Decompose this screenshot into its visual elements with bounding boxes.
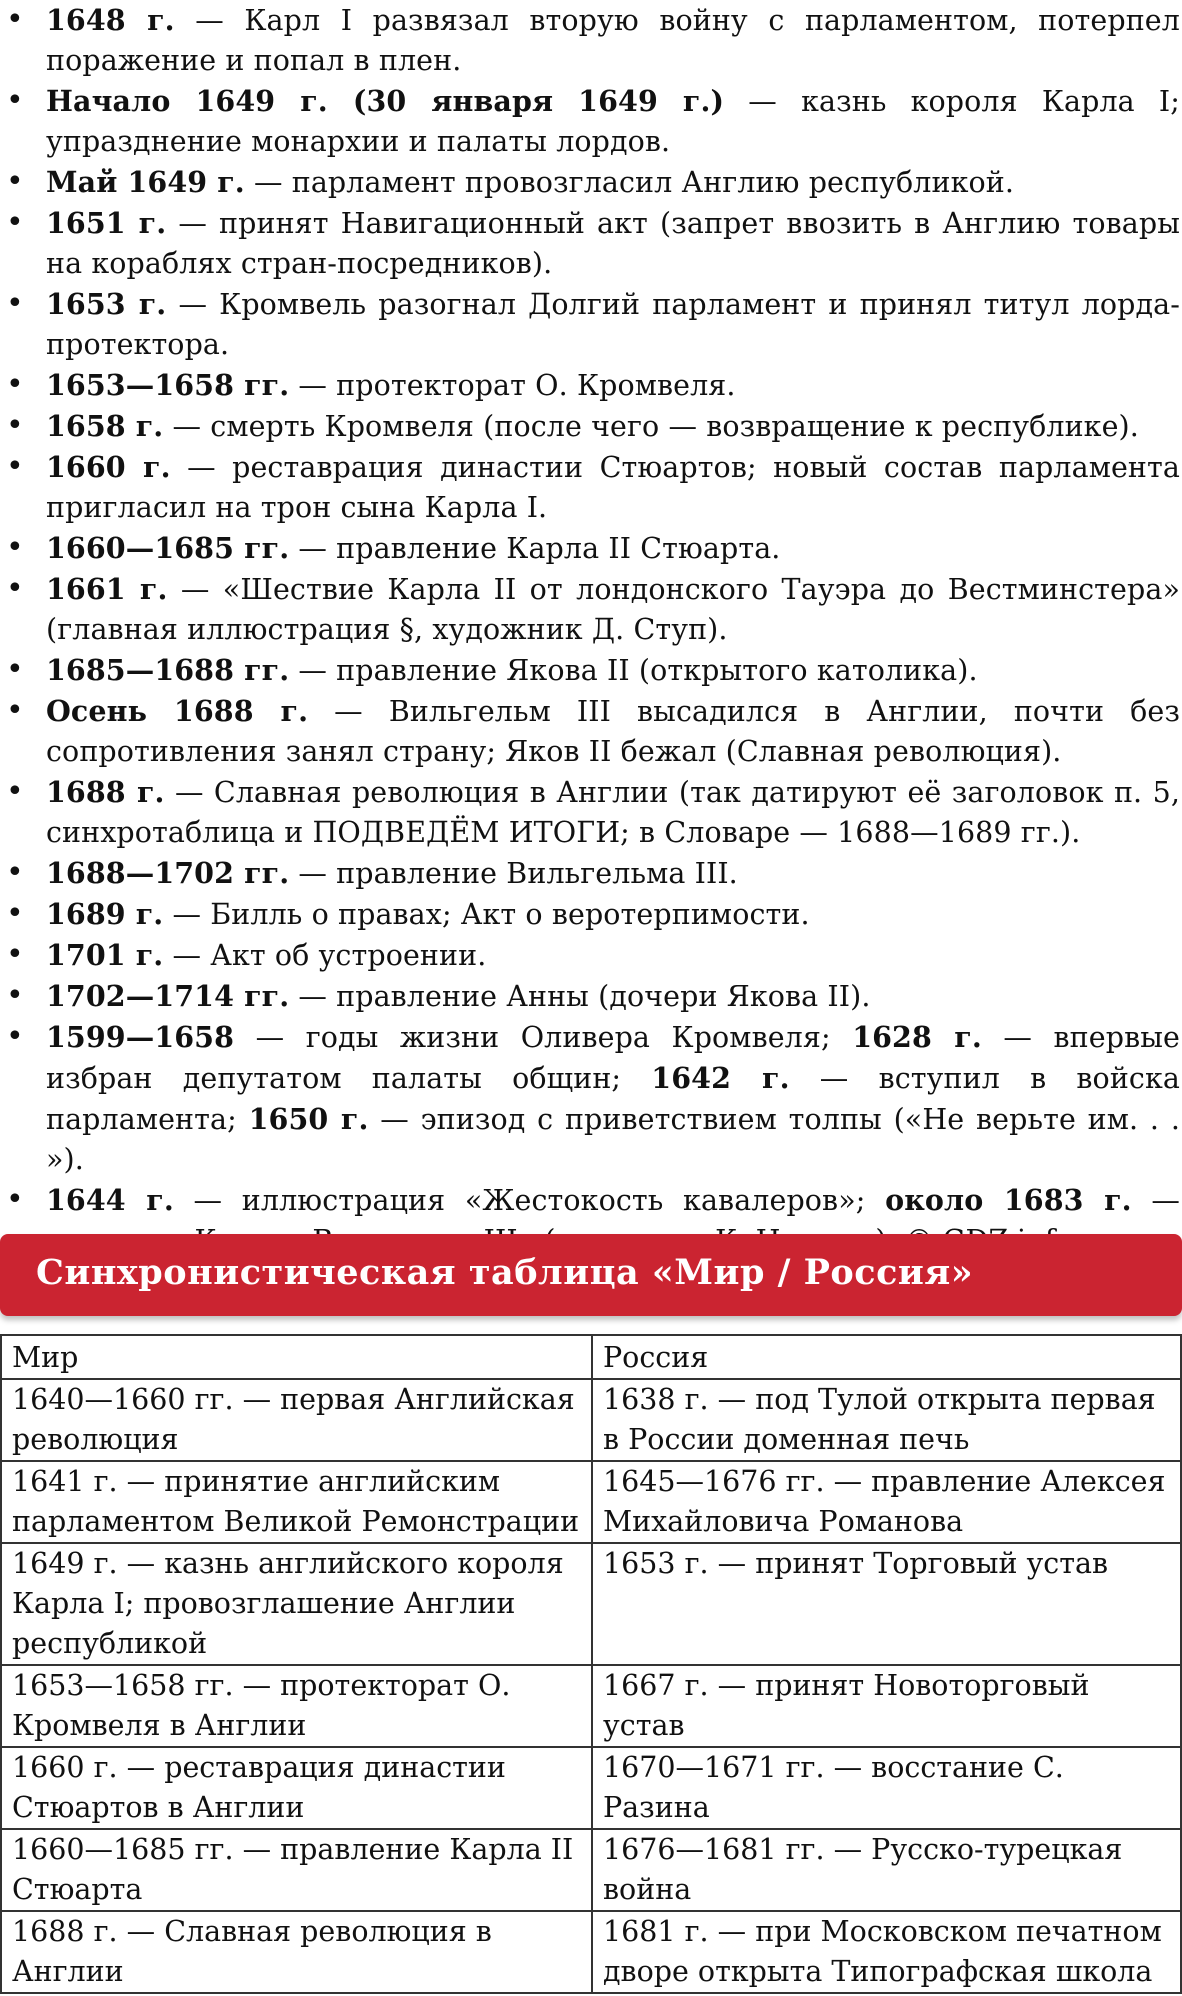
- timeline-item: [0, 406, 1182, 447]
- timeline-text: — иллюстрация «Жестокость кавалеров»;: [173, 1184, 886, 1217]
- timeline-text: — правление Якова II (открытого католика).: [289, 654, 978, 687]
- timeline-item: [0, 528, 1182, 569]
- table-row: [1, 1829, 1181, 1911]
- timeline-text: —: [1151, 1184, 1180, 1217]
- cell-mir: 1640—1660 гг. — первая Английская революция: [1, 1379, 592, 1461]
- timeline-text: — Карл I развязал вторую войну с парламентом, потерпел поражение и попал в плен.: [46, 4, 1180, 77]
- timeline-item: [0, 0, 1182, 81]
- table-row: [1, 1543, 1181, 1665]
- timeline-item: [0, 853, 1182, 894]
- timeline-date: 1658 г.: [46, 409, 164, 443]
- cell-mir: 1660—1685 гг. — правление Карла II Стюарта: [1, 1829, 592, 1911]
- header-russia: Россия: [592, 1335, 1181, 1379]
- cell-russia: 1667 г. — принят Новоторговый устав: [592, 1665, 1181, 1747]
- timeline-date: 1648 г.: [46, 3, 175, 37]
- header-mir: Мир: [1, 1335, 592, 1379]
- timeline-text: — протекторат О. Кромвеля.: [289, 369, 736, 402]
- timeline-text: — Акт об устроении.: [163, 939, 487, 972]
- timeline-date: около 1683 г.: [885, 1183, 1132, 1217]
- timeline-text: — впервые избран депутатом палаты общин;: [46, 1021, 1180, 1095]
- timeline-date: Начало 1649 г. (30 января 1649 г.): [46, 84, 725, 118]
- cell-mir: 1641 г. — принятие английским парламентом Великой Ремонстрации: [1, 1461, 592, 1543]
- timeline-item: [0, 1017, 1182, 1180]
- timeline-item: [0, 772, 1182, 853]
- cell-mir: 1688 г. — Славная революция в Англии: [1, 1911, 592, 1993]
- timeline-item: [0, 691, 1182, 772]
- timeline-item: [0, 447, 1182, 528]
- cell-russia: 1638 г. — под Тулой открыта первая в России доменная печь: [592, 1379, 1181, 1461]
- banner-title: Синхронистическая таблица «Мир / Россия»: [36, 1252, 974, 1293]
- cell-russia: 1645—1676 гг. — правление Алексея Михайловича Романова: [592, 1461, 1181, 1543]
- timeline-date: 1628 г.: [852, 1020, 982, 1054]
- timeline-date: Осень 1688 г.: [46, 694, 309, 728]
- timeline-date: 1651 г.: [46, 206, 167, 240]
- cell-mir: 1653—1658 гг. — протекторат О. Кромвеля в Англии: [1, 1665, 592, 1747]
- timeline-item: [0, 162, 1182, 203]
- timeline-text: — смерть Кромвеля (после чего — возвращение к республике).: [163, 410, 1139, 443]
- cell-russia: 1676—1681 гг. — Русско-турецкая война: [592, 1829, 1181, 1911]
- timeline-item: [0, 976, 1182, 1017]
- timeline-item: [0, 81, 1182, 162]
- timeline-text: — казнь короля Карла I; упразднение монархии и палаты лордов.: [46, 85, 1180, 158]
- timeline-text: — правление Анны (дочери Якова II).: [289, 980, 871, 1013]
- timeline-date: 1701 г.: [46, 938, 164, 972]
- table-row: [1, 1911, 1181, 1993]
- timeline-date: Май 1649 г.: [46, 165, 245, 199]
- timeline-date: 1642 г.: [651, 1061, 790, 1095]
- timeline-item: [0, 203, 1182, 284]
- cell-russia: 1653 г. — принят Торговый устав: [592, 1543, 1181, 1665]
- timeline-text: — Кромвель разогнал Долгий парламент и принял титул лорда-протектора.: [46, 288, 1180, 361]
- section-banner: [0, 1234, 1182, 1316]
- timeline-text: — вступил в войска парламента;: [46, 1062, 1180, 1136]
- timeline-date: 1653—1658 гг.: [46, 368, 290, 402]
- timeline-date: 1661 г.: [46, 572, 168, 606]
- timeline-text: — «Шествие Карла II от лондонского Тауэра до Вестминстера» (главная иллюстрация §, художник Д. Ступ).: [46, 573, 1180, 646]
- timeline-item: [0, 365, 1182, 406]
- timeline-item: [0, 650, 1182, 691]
- timeline-date: 1688—1702 гг.: [46, 856, 290, 890]
- table-row: [1, 1747, 1181, 1829]
- table-header-row: [1, 1335, 1181, 1379]
- timeline-text: — Вильгельм III высадился в Англии, почти без сопротивления занял страну; Яков II бежал (Славная революция).: [46, 695, 1180, 768]
- timeline-text: — Славная революция в Англии (так датируют её заголовок п. 5, синхротаблица и ПОДВЕДЁМ ИТОГИ; в Словаре — 1688—1689 гг.).: [46, 776, 1180, 849]
- timeline-item: [0, 894, 1182, 935]
- timeline-text: — принят Навигационный акт (запрет ввозить в Англию товары на кораблях стран-посредников).: [46, 207, 1180, 280]
- table-row: [1, 1379, 1181, 1461]
- timeline-date: 1688 г.: [46, 775, 165, 809]
- timeline-item: [0, 284, 1182, 365]
- timeline-text: — годы жизни Оливера Кромвеля;: [234, 1021, 853, 1054]
- table-body: [1, 1379, 1181, 1993]
- cell-russia: 1670—1671 гг. — восстание С. Разина: [592, 1747, 1181, 1829]
- timeline-date: 1660 г.: [46, 450, 171, 484]
- timeline-item: [0, 569, 1182, 650]
- timeline-text: — реставрация династии Стюартов; новый состав парламента пригласил на трон сына Карла I.: [46, 451, 1180, 524]
- timeline-text: — правление Вильгельма III.: [289, 857, 738, 890]
- timeline-date: 1685—1688 гг.: [46, 653, 290, 687]
- timeline-date: 1660—1685 гг.: [46, 531, 290, 565]
- timeline-text: — эпизод с приветствием толпы («Не верьте им. . . »).: [46, 1103, 1180, 1176]
- timeline-date: 1702—1714 гг.: [46, 979, 290, 1013]
- cell-russia: 1681 г. — при Московском печатном дворе открыта Типографская школа: [592, 1911, 1181, 1993]
- timeline-text: — парламент провозгласил Англию республикой.: [244, 166, 1015, 199]
- timeline-date: 1653 г.: [46, 287, 167, 321]
- timeline-date: 1689 г.: [46, 897, 164, 931]
- cell-mir: 1660 г. — реставрация династии Стюартов в Англии: [1, 1747, 592, 1829]
- timeline-item: [0, 935, 1182, 976]
- table-row: [1, 1665, 1181, 1747]
- timeline-text: — Билль о правах; Акт о веротерпимости.: [163, 898, 810, 931]
- table-row: [1, 1461, 1181, 1543]
- timeline-date: 1650 г.: [248, 1102, 369, 1136]
- timeline-text: — правление Карла II Стюарта.: [289, 532, 781, 565]
- cell-mir: 1649 г. — казнь английского короля Карла I; провозглашение Англии республикой: [1, 1543, 592, 1665]
- sync-table: [0, 1334, 1182, 1994]
- timeline-date: 1644 г.: [46, 1183, 174, 1217]
- timeline-date: 1599—1658: [46, 1020, 235, 1054]
